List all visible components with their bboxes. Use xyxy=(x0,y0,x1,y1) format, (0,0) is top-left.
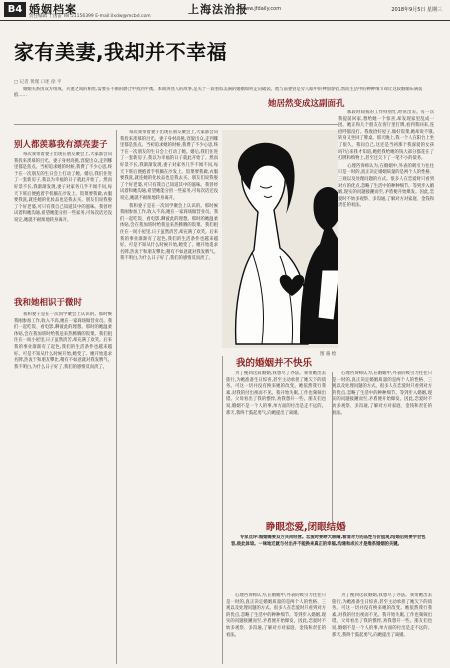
paragraph: 心理咨询师认为,在婚姻中,外表的吸引力往往只是一时的,真正决定婚姻质量的是两个人的性格、三观以及处理问题的方式。很多人在恋爱时只看到对方的优点,忽略了生活中的种种细节。等到步入婚姻,现实的问题接踵而至,矛盾便开始爆发。因此,恋爱时不妨多观察、多沟通,了解对方对家庭、金钱和责任的看法。 xyxy=(332,371,432,416)
paragraph: 我和妻子是在一次同学聚会上认识的。那时候我刚参加工作,收入不高,她在一家商场做营业员。我们一起吃饭、看电影,聊彼此的理想。那时的她温柔体贴,会在我加班时给我送来热腾腾的饭菜。我们租住在一间小屋里,日子虽然清苦,却充满了欢笑。后来我的事业渐渐有了起色,我们的生活条件也越来越好。可是不知从什么时候开始,她变了。她开始追求名牌,热衷于和朋友攀比,稍有不如意就对我发脾气。我不明白,为什么日子好了,我们的感情反而淡了。 xyxy=(120,203,218,262)
expert-comment: 专家点评:婚姻需要双方共同经营。恋爱时要睁大眼睛,看清对方的品性与价值观;结婚后则要学会包容,彼此体谅。一味地迁就与付出并不能换来真正的幸福,沟通和成长才是维系婚姻的关键。 xyxy=(231,535,426,547)
column-text xyxy=(226,371,326,511)
column-text xyxy=(226,593,326,665)
website: www.jfdaily.com xyxy=(241,6,282,12)
intro-paragraph: 婚姻关系由双方组成。夫妻之间的相处,需要在不断的磨合中找到平衡。本期讲述人的故事,是关于一段看似美满的婚姻如何走向破裂。他与前妻曾是旁人眼中的神仙眷侣,然而生活中的种种细节却让这段婚姻布满裂痕…… xyxy=(14,87,423,99)
paragraph: 为了挽回这段婚姻,我想尽了办法。我带她出去旅行,为她准备生日惊喜,甚至主动承担了她欠下的债务。可这一切并没有换来她的改变。她依然我行我素,对我的付出视而不见。我开始失眠,工作也频频出错。父母看出了我的憔悴,劝我想开一些。朋友们也说,婚姻不是一个人的事,单方面的付出是走不远的。那天,我终于鼓起勇气,向她提出了离婚。 xyxy=(226,371,326,416)
issue-date: 2018年9月5日 星期三 xyxy=(391,7,442,13)
headline: 家有美妻,我却并不幸福 xyxy=(14,40,228,64)
paragraph: 心理咨询师认为,在婚姻中,外表的吸引力往往只是一时的,真正决定婚姻质量的是两个人的性格、三观以及处理问题的方式。很多人在恋爱时只看到对方的优点,忽略了生活中的种种细节。等到步入婚姻,现实的问题接踵而至,矛盾便开始爆发。因此,恋爱时不妨多观察、多沟通,了解对方对家庭、金钱和责任的看法。 xyxy=(226,593,326,638)
editor-meta: 责任编辑 于国雷 Tel:51156399 E-mail:ilxdw@mcbd.com xyxy=(29,14,151,19)
masthead xyxy=(0,0,450,21)
paragraph: 为了挽回这段婚姻,我想尽了办法。我带她出去旅行,为她准备生日惊喜,甚至主动承担了她欠下的债务。可这一切并没有换来她的改变。她依然我行我素,对我的付出视而不见。我开始失眠,工作也频频出错。父母看出了我的憔悴,劝我想开一些。朋友们也说,婚姻不是一个人的事,单方面的付出是走不远的。那天,我终于鼓起勇气,向她提出了离婚。 xyxy=(332,593,432,638)
section-title-5: 睁眼恋爱,闭眼结婚 xyxy=(266,522,346,533)
section-name: 婚姻档案 xyxy=(29,3,77,16)
column-rule xyxy=(116,130,117,664)
page-badge: B4 xyxy=(4,2,26,17)
paragraph: 心理咨询师认为,在婚姻中,外表的吸引力往往只是一时的,真正决定婚姻质量的是两个人的性格、三观以及处理问题的方式。很多人在恋爱时只看到对方的优点,忽略了生活中的种种细节。等到步入婚姻,现实的问题接踵而至,矛盾便开始爆发。因此,恋爱时不妨多观察、多沟通,了解对方对家庭、金钱和责任的看法。 xyxy=(338,163,434,209)
section-title-3: 她居然变成这副面孔 xyxy=(268,99,345,109)
paragraph: 每次我带着妻子出现在朋友聚会上,大家都会向我投来羡慕的目光。妻子身材高挑,容貌出众,走到哪里都是焦点。当初追求她的时候,我费了不少心思,终于在一次朋友的生日会上打动了她。婚后,我们住进了一套新房子,我以为幸福的日子就此开始了。然而好景不长,我渐渐发现,妻子对家务几乎不闻不问,每天下班后便抱着手机躺在沙发上。饭菜要我做,衣服要我洗,就连她的化妆品也是我去买。朋友们说我娶了个好老婆,可只有我自己知道其中的滋味。我曾经试着和她沟通,希望她能分担一些家务,可每次话还没说完,她就不耐烦地转身离开。 xyxy=(120,130,218,201)
paper-name: 上海法治报 xyxy=(188,3,248,16)
section-title-4: 我的婚姻并不快乐 xyxy=(236,358,313,369)
column-rule xyxy=(222,356,223,664)
column-text xyxy=(338,110,434,348)
byline: □ 记者 黄瑾 口述 徐 平 xyxy=(14,80,62,85)
expert-box xyxy=(226,357,432,667)
paragraph: 我和妻子是在一次同学聚会上认识的。那时候我刚参加工作,收入不高,她在一家商场做营业员。我们一起吃饭、看电影,聊彼此的理想。那时的她温柔体贴,会在我加班时给我送来热腾腾的饭菜。我们租住在一间小屋里,日子虽然清苦,却充满了欢笑。后来我的事业渐渐有了起色,我们的生活条件也越来越好。可是不知从什么时候开始,她变了。她开始追求名牌,热衷于和朋友攀比,稍有不如意就对我发脾气。我不明白,为什么日子好了,我们的感情反而淡了。 xyxy=(14,312,112,370)
illustration-caption: 图 骆 绘 xyxy=(320,352,337,357)
section-title-1: 别人都羡慕我有漂亮妻子 xyxy=(14,140,108,150)
column-text xyxy=(332,371,432,511)
column-text xyxy=(120,130,218,664)
column-text xyxy=(332,593,432,665)
paragraph: 那段时间我的工作特别忙,经常出差。有一次我提前回家,想给她一个惊喜,却发现家里乱成一团。她正和几个朋友在客厅里打牌,看到我回来,连招呼都没打。我收拾好屋子,做好饭菜,她却说不饿,转身又坐回了牌桌。那天晚上,我一个人在阳台上坐了很久。我问自己,这还是当初那个我深爱的女孩吗?后来我才知道,她把我给她的钱大部分都花在了打牌和购物上,甚至还欠下了一笔不小的债务。 xyxy=(338,110,434,162)
section-title-2: 我和她相识于微时 xyxy=(14,298,83,308)
column-rule xyxy=(332,372,333,522)
column-text xyxy=(14,152,112,272)
paragraph: 每次我带着妻子出现在朋友聚会上,大家都会向我投来羡慕的目光。妻子身材高挑,容貌出众,走到哪里都是焦点。当初追求她的时候,我费了不少心思,终于在一次朋友的生日会上打动了她。婚后,我们住进了一套新房子,我以为幸福的日子就此开始了。然而好景不长,我渐渐发现,妻子对家务几乎不闻不问,每天下班后便抱着手机躺在沙发上。饭菜要我做,衣服要我洗,就连她的化妆品也是我去买。朋友们说我娶了个好老婆,可只有我自己知道其中的滋味。我曾经试着和她沟通,希望她能分担一些家务,可每次话还没说完,她就不耐烦地转身离开。 xyxy=(14,152,112,223)
column-text xyxy=(14,312,112,664)
